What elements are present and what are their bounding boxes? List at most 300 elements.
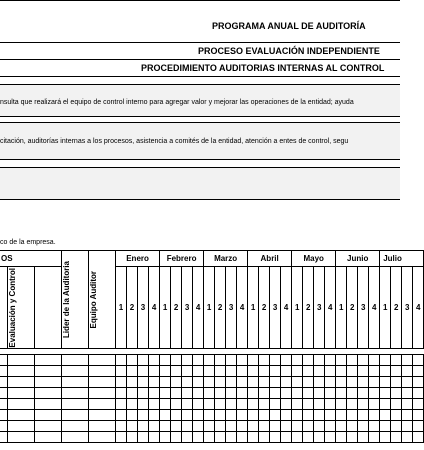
equipo-header <box>89 251 116 349</box>
empty-cell <box>116 421 127 432</box>
empty-cell <box>182 432 193 443</box>
empty-cell <box>248 355 259 366</box>
table-row <box>0 399 424 410</box>
empty-cell <box>171 366 182 377</box>
empty-cell <box>369 432 380 443</box>
empty-cell <box>402 410 413 421</box>
empty-cell <box>204 366 215 377</box>
empty-cell <box>89 366 116 377</box>
empty-cell <box>226 377 237 388</box>
week-cell: 3 <box>358 267 369 349</box>
empty-cell <box>8 421 35 432</box>
empty-cell <box>248 388 259 399</box>
empty-cell <box>127 432 138 443</box>
empty-cell <box>336 421 347 432</box>
program-title: PROGRAMA ANUAL DE AUDITORÍA <box>212 21 366 31</box>
header-rule-3 <box>0 76 400 77</box>
empty-cell <box>347 366 358 377</box>
empty-cell <box>160 388 171 399</box>
empty-cell <box>226 410 237 421</box>
empty-cell <box>248 432 259 443</box>
empty-cell <box>226 355 237 366</box>
empty-cell <box>0 410 8 421</box>
empty-cell <box>35 421 62 432</box>
empty-cell <box>237 377 248 388</box>
scope-text: citación, auditorías internas a los procesos, asistencia a comités de la entidad, atención a entes de control, segu <box>0 138 349 145</box>
empty-cell <box>0 377 8 388</box>
objective-text: nsulta que realizará el equipo de control interno para agregar valor y mejorar las operaciones de la entidad; ayuda <box>0 99 354 106</box>
week-cell: 2 <box>303 267 314 349</box>
empty-cell <box>380 355 391 366</box>
empty-cell <box>347 432 358 443</box>
empty-cell <box>391 388 402 399</box>
empty-cell <box>193 410 204 421</box>
empty-cell <box>62 388 89 399</box>
empty-cell <box>8 355 35 366</box>
empty-cell <box>391 432 402 443</box>
week-cell: 3 <box>138 267 149 349</box>
empty-cell <box>138 410 149 421</box>
empty-cell <box>237 388 248 399</box>
lider-label: Lider de la Auditoria <box>62 260 72 339</box>
empty-cell <box>259 377 270 388</box>
empty-cell <box>182 410 193 421</box>
empty-cell <box>149 377 160 388</box>
week-cell: 1 <box>204 267 215 349</box>
top-rule <box>0 0 400 1</box>
empty-cell <box>358 366 369 377</box>
empty-cell <box>358 355 369 366</box>
empty-cell <box>226 388 237 399</box>
procedure-title: PROCEDIMIENTO AUDITORIAS INTERNAS AL CONTROL <box>141 63 385 73</box>
empty-cell <box>182 355 193 366</box>
empty-cell <box>391 355 402 366</box>
month-junio: Junio <box>336 251 380 267</box>
empty-cell <box>292 432 303 443</box>
equipo-label: Equipo Auditor <box>89 270 99 329</box>
empty-cell <box>292 421 303 432</box>
empty-cell <box>127 366 138 377</box>
empty-cell <box>281 388 292 399</box>
empty-cell <box>237 355 248 366</box>
month-enero: Enero <box>116 251 160 267</box>
empty-cell <box>325 421 336 432</box>
criteria-text: co de la empresa. <box>0 239 56 246</box>
week-cell: 2 <box>171 267 182 349</box>
empty-cell <box>336 377 347 388</box>
empty-cell <box>171 421 182 432</box>
empty-cell <box>259 421 270 432</box>
empty-cell <box>8 377 35 388</box>
empty-cell <box>303 366 314 377</box>
empty-cell <box>226 366 237 377</box>
empty-cell <box>369 388 380 399</box>
empty-cell <box>270 432 281 443</box>
empty-cell <box>237 410 248 421</box>
empty-cell <box>160 399 171 410</box>
empty-cell <box>336 432 347 443</box>
week-cell: 3 <box>314 267 325 349</box>
empty-cell <box>369 377 380 388</box>
empty-cell <box>248 410 259 421</box>
empty-cell <box>226 399 237 410</box>
empty-cell <box>402 355 413 366</box>
empty-cell <box>35 410 62 421</box>
empty-cell <box>0 399 8 410</box>
empty-cell <box>380 377 391 388</box>
week-cell: 2 <box>347 267 358 349</box>
empty-cell <box>62 410 89 421</box>
group-header: OS <box>0 251 62 267</box>
week-cell: 2 <box>215 267 226 349</box>
empty-cell <box>116 377 127 388</box>
empty-cell <box>0 388 8 399</box>
empty-cell <box>62 366 89 377</box>
empty-cell <box>358 432 369 443</box>
empty-cell <box>0 355 8 366</box>
empty-cell <box>270 399 281 410</box>
empty-cell <box>369 421 380 432</box>
empty-cell <box>89 421 116 432</box>
empty-cell <box>127 355 138 366</box>
process-title: PROCESO EVALUACIÓN INDEPENDIENTE <box>198 46 380 56</box>
empty-cell <box>380 388 391 399</box>
empty-cell <box>347 377 358 388</box>
empty-cell <box>281 421 292 432</box>
empty-cell <box>237 421 248 432</box>
empty-cell <box>35 355 62 366</box>
empty-cell <box>127 399 138 410</box>
empty-cell <box>358 377 369 388</box>
empty-cell <box>248 366 259 377</box>
empty-cell <box>358 399 369 410</box>
empty-cell <box>193 366 204 377</box>
empty-cell <box>193 399 204 410</box>
empty-cell <box>226 421 237 432</box>
empty-cell <box>314 421 325 432</box>
empty-cell <box>215 366 226 377</box>
empty-cell <box>89 388 116 399</box>
empty-cell <box>358 410 369 421</box>
empty-cell <box>281 377 292 388</box>
month-marzo: Marzo <box>204 251 248 267</box>
empty-cell <box>259 399 270 410</box>
empty-cell <box>380 410 391 421</box>
empty-cell <box>325 399 336 410</box>
empty-cell <box>314 432 325 443</box>
table-row <box>0 432 424 443</box>
empty-cell <box>369 399 380 410</box>
empty-cell <box>336 410 347 421</box>
empty-cell <box>292 410 303 421</box>
empty-cell <box>391 421 402 432</box>
empty-cell <box>193 421 204 432</box>
empty-cell <box>226 432 237 443</box>
empty-cell <box>402 366 413 377</box>
empty-cell <box>138 421 149 432</box>
empty-cell <box>215 421 226 432</box>
week-cell: 4 <box>193 267 204 349</box>
empty-cell <box>8 366 35 377</box>
week-cell: 4 <box>149 267 160 349</box>
empty-cell <box>391 377 402 388</box>
empty-cell <box>127 421 138 432</box>
empty-cell <box>292 377 303 388</box>
empty-cell <box>248 399 259 410</box>
empty-cell <box>89 432 116 443</box>
empty-cell <box>413 410 424 421</box>
empty-cell <box>89 355 116 366</box>
empty-cell <box>127 388 138 399</box>
table-row <box>0 377 424 388</box>
empty-cell <box>325 388 336 399</box>
empty-cell <box>160 355 171 366</box>
empty-cell <box>281 366 292 377</box>
table-row <box>0 355 424 366</box>
eval-header <box>8 267 35 349</box>
table-row <box>0 421 424 432</box>
empty-cell <box>171 410 182 421</box>
empty-cell <box>116 366 127 377</box>
empty-cell <box>160 421 171 432</box>
empty-cell <box>182 421 193 432</box>
empty-cell <box>116 355 127 366</box>
empty-cell <box>413 366 424 377</box>
empty-cell <box>171 377 182 388</box>
empty-cell <box>8 399 35 410</box>
empty-cell <box>281 355 292 366</box>
empty-cell <box>237 432 248 443</box>
empty-cell <box>8 410 35 421</box>
table-row <box>0 410 424 421</box>
empty-cell <box>347 388 358 399</box>
empty-cell <box>171 399 182 410</box>
week-cell: 1 <box>336 267 347 349</box>
empty-cell <box>215 388 226 399</box>
empty-cell <box>171 388 182 399</box>
empty-cell <box>35 366 62 377</box>
empty-cell <box>116 399 127 410</box>
empty-cell <box>149 421 160 432</box>
text-row-3-bg <box>0 167 400 200</box>
schedule-table <box>0 250 424 443</box>
week-cell: 3 <box>402 267 413 349</box>
empty-cell <box>336 355 347 366</box>
month-febrero: Febrero <box>160 251 204 267</box>
empty-cell <box>171 355 182 366</box>
empty-cell <box>204 377 215 388</box>
empty-cell <box>62 377 89 388</box>
week-cell: 4 <box>237 267 248 349</box>
empty-cell <box>193 377 204 388</box>
empty-cell <box>237 366 248 377</box>
empty-cell <box>281 410 292 421</box>
week-cell: 4 <box>369 267 380 349</box>
empty-cell <box>325 377 336 388</box>
lider-header <box>62 251 89 349</box>
empty-cell <box>369 366 380 377</box>
empty-cell <box>259 355 270 366</box>
empty-cell <box>160 366 171 377</box>
empty-cell <box>325 410 336 421</box>
empty-cell <box>62 432 89 443</box>
empty-cell <box>391 410 402 421</box>
empty-cell <box>325 355 336 366</box>
empty-cell <box>62 355 89 366</box>
empty-cell <box>413 377 424 388</box>
week-cell: 4 <box>281 267 292 349</box>
empty-cell <box>259 388 270 399</box>
empty-cell <box>259 432 270 443</box>
empty-cell <box>292 388 303 399</box>
empty-cell <box>402 377 413 388</box>
empty-cell <box>358 421 369 432</box>
empty-cell <box>35 388 62 399</box>
empty-cell <box>347 421 358 432</box>
empty-cell <box>149 366 160 377</box>
empty-cell <box>62 399 89 410</box>
empty-cell <box>89 377 116 388</box>
empty-cell <box>303 355 314 366</box>
empty-cell <box>413 399 424 410</box>
empty-cell <box>160 432 171 443</box>
empty-cell <box>193 432 204 443</box>
empty-cell <box>380 366 391 377</box>
empty-cell <box>204 355 215 366</box>
empty-cell <box>215 432 226 443</box>
empty-cell <box>182 399 193 410</box>
empty-cell <box>204 432 215 443</box>
empty-cell <box>204 421 215 432</box>
empty-cell <box>138 388 149 399</box>
week-cell: 3 <box>226 267 237 349</box>
empty-cell <box>303 399 314 410</box>
empty-cell <box>248 377 259 388</box>
empty-cell <box>0 432 8 443</box>
empty-cell <box>281 432 292 443</box>
empty-cell <box>149 355 160 366</box>
empty-cell <box>358 388 369 399</box>
empty-cell <box>149 410 160 421</box>
empty-cell <box>160 377 171 388</box>
empty-cell <box>149 388 160 399</box>
week-cell: 1 <box>292 267 303 349</box>
empty-cell <box>215 355 226 366</box>
empty-cell <box>325 366 336 377</box>
week-cell: 4 <box>325 267 336 349</box>
empty-cell <box>281 399 292 410</box>
empty-cell <box>413 421 424 432</box>
week-cell: 3 <box>270 267 281 349</box>
empty-cell <box>116 388 127 399</box>
empty-cell <box>325 432 336 443</box>
empty-cell <box>413 388 424 399</box>
empty-cell <box>292 399 303 410</box>
empty-cell <box>8 432 35 443</box>
empty-cell <box>193 355 204 366</box>
empty-cell <box>270 421 281 432</box>
empty-cell <box>35 377 62 388</box>
empty-cell <box>215 399 226 410</box>
empty-cell <box>347 355 358 366</box>
week-cell: 1 <box>380 267 391 349</box>
empty-cell <box>391 399 402 410</box>
empty-cell <box>204 388 215 399</box>
empty-cell <box>292 366 303 377</box>
empty-cell <box>138 355 149 366</box>
empty-cell <box>314 355 325 366</box>
empty-cell <box>116 410 127 421</box>
empty-cell <box>215 410 226 421</box>
empty-cell <box>149 432 160 443</box>
empty-cell <box>138 432 149 443</box>
blank-header <box>0 267 8 349</box>
week-cell: 3 <box>182 267 193 349</box>
eval-label: Evaluación y Control <box>8 267 17 348</box>
empty-cell <box>402 421 413 432</box>
empty-cell <box>292 355 303 366</box>
schedule-body <box>0 355 424 443</box>
empty-cell <box>138 399 149 410</box>
empty-cell <box>204 399 215 410</box>
empty-cell <box>35 399 62 410</box>
empty-cell <box>127 377 138 388</box>
empty-cell <box>369 410 380 421</box>
empty-cell <box>380 399 391 410</box>
empty-cell <box>303 410 314 421</box>
empty-cell <box>193 388 204 399</box>
empty-cell <box>138 366 149 377</box>
empty-cell <box>0 421 8 432</box>
empty-cell <box>270 388 281 399</box>
empty-cell <box>182 366 193 377</box>
empty-cell <box>270 377 281 388</box>
week-cell: 4 <box>413 267 424 349</box>
table-row <box>0 388 424 399</box>
month-abril: Abril <box>248 251 292 267</box>
empty-cell <box>182 388 193 399</box>
empty-cell <box>413 355 424 366</box>
empty-cell <box>380 432 391 443</box>
empty-cell <box>314 410 325 421</box>
empty-cell <box>35 432 62 443</box>
empty-cell <box>237 399 248 410</box>
empty-cell <box>62 421 89 432</box>
empty-cell <box>336 399 347 410</box>
empty-cell <box>0 366 8 377</box>
empty-cell <box>259 410 270 421</box>
empty-cell <box>259 366 270 377</box>
empty-cell <box>402 399 413 410</box>
week-cell: 1 <box>248 267 259 349</box>
empty-cell <box>248 421 259 432</box>
empty-cell <box>270 366 281 377</box>
table-row <box>0 366 424 377</box>
empty-cell <box>138 377 149 388</box>
empty-cell <box>413 432 424 443</box>
empty-cell <box>402 388 413 399</box>
empty-cell <box>380 421 391 432</box>
empty-cell <box>149 399 160 410</box>
empty-cell <box>347 410 358 421</box>
empty-cell <box>204 410 215 421</box>
header-rule-2 <box>0 59 400 60</box>
empty-cell <box>8 388 35 399</box>
empty-cell <box>303 377 314 388</box>
empty-cell <box>127 410 138 421</box>
empty-cell <box>391 366 402 377</box>
empty-cell <box>116 432 127 443</box>
